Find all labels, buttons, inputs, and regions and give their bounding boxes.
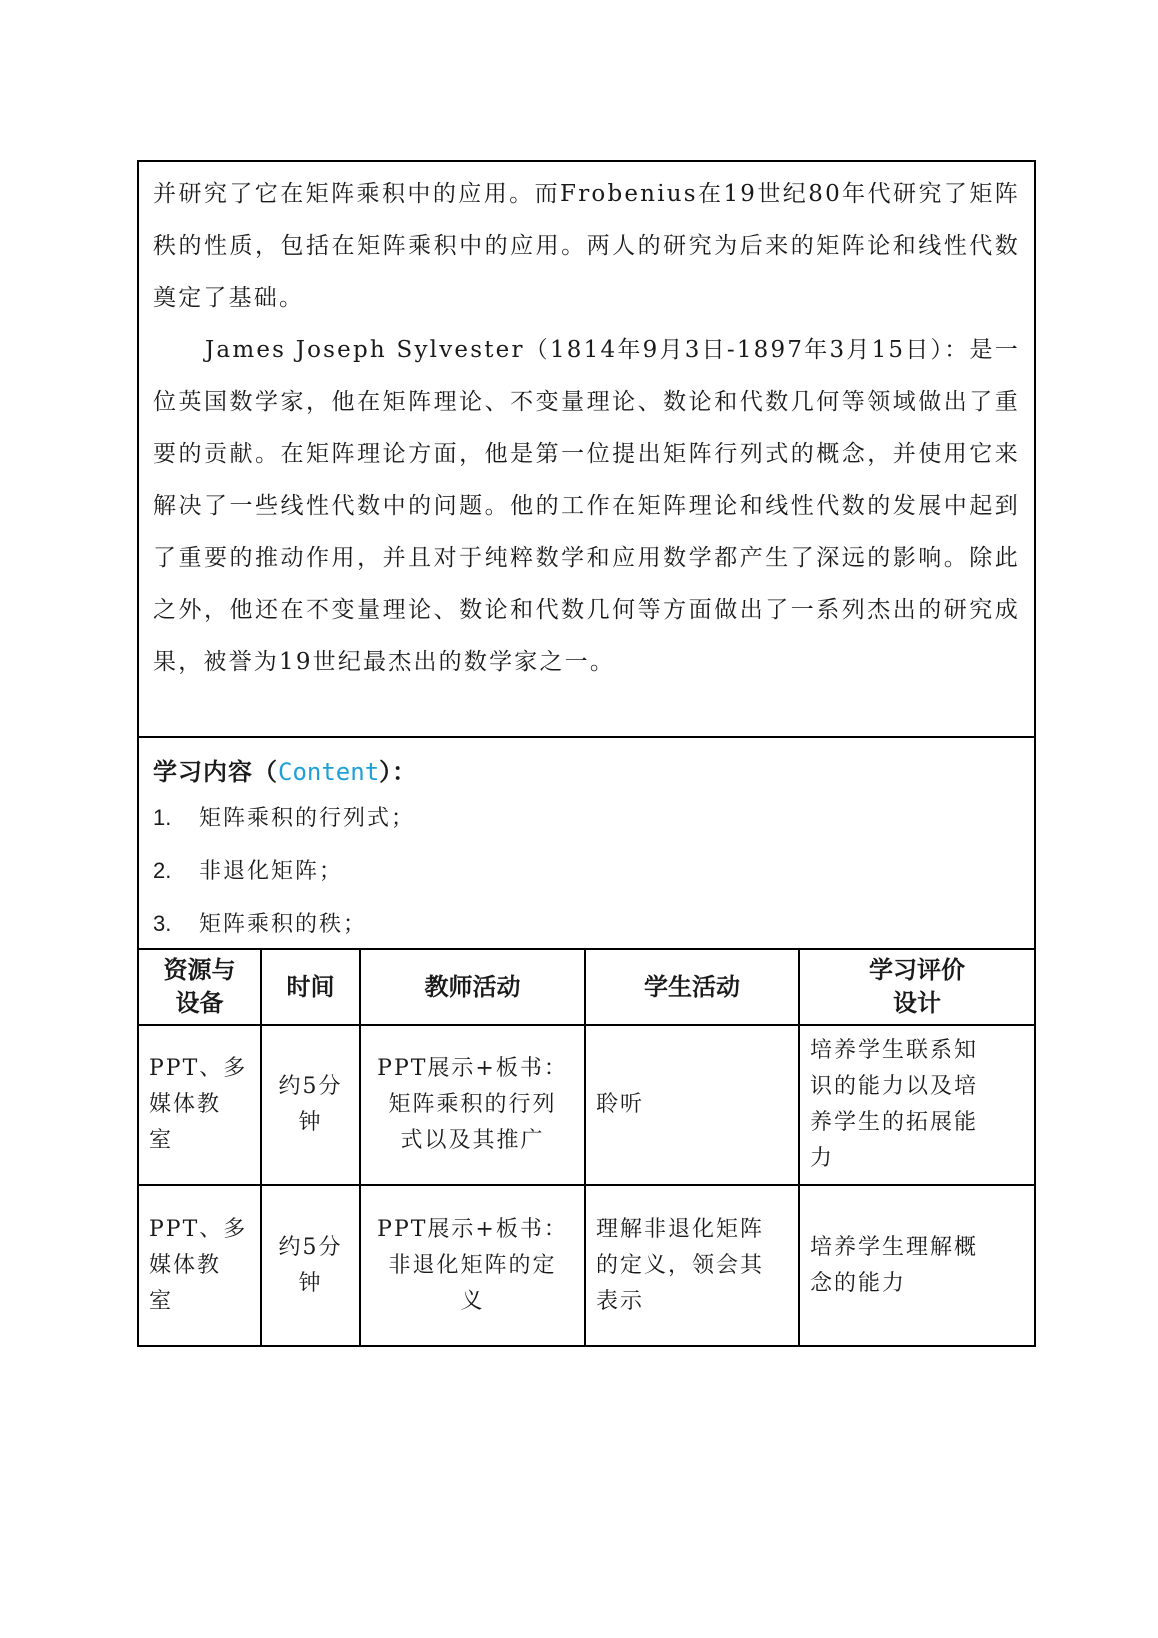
cell-line: PPT、多 — [149, 1056, 248, 1081]
cell-line: 约5分 — [278, 1234, 343, 1260]
cell-student-activity — [585, 1025, 799, 1185]
header-resources-line1: 资源与 — [163, 956, 236, 984]
cell-line: 媒体教 — [149, 1252, 222, 1278]
header-evaluation-line2: 设计 — [893, 989, 941, 1017]
cell-evaluation — [799, 1185, 1034, 1345]
table-row — [139, 1025, 1034, 1185]
cell-resources — [139, 1025, 261, 1185]
cell-line: 表示 — [596, 1288, 645, 1314]
content-item — [153, 792, 1020, 845]
cell-resources — [139, 1185, 261, 1345]
cell-line: 念的能力 — [810, 1270, 907, 1296]
cell-teacher-activity — [360, 1185, 585, 1345]
cell-line: 非退化矩阵的定 — [388, 1252, 557, 1278]
heading-chinese: 学习内容 — [153, 758, 253, 786]
content-item-number: 2. — [153, 858, 172, 883]
cell-line: 式以及其推广 — [400, 1128, 545, 1153]
cell-line: 约5分 — [278, 1074, 343, 1099]
table-header-row — [139, 949, 1034, 1025]
cell-evaluation — [799, 1025, 1034, 1185]
header-evaluation-line1: 学习评价 — [869, 956, 965, 984]
lesson-plan-frame — [137, 160, 1036, 1347]
header-evaluation — [799, 949, 1034, 1025]
cell-line: 理解非退化矩阵 — [596, 1216, 765, 1242]
header-resources — [139, 949, 261, 1025]
cell-line: 矩阵乘积的行列 — [388, 1092, 557, 1117]
cell-line: 培养学生联系知 — [810, 1038, 979, 1063]
cell-line: 媒体教 — [149, 1092, 222, 1117]
teaching-plan-table — [139, 948, 1034, 1345]
cell-line: PPT展示+板书： — [377, 1216, 568, 1242]
content-item — [153, 845, 1020, 898]
heading-open-paren: （ — [253, 758, 278, 786]
cell-line: 培养学生理解概 — [810, 1234, 979, 1260]
cell-line: 的定义，领会其 — [596, 1252, 765, 1278]
history-paragraph-frobenius: 并研究了它在矩阵乘积中的应用。而Frobenius在19世纪80年代研究了矩阵秩的性质，包括在矩阵乘积中的应用。两人的研究为后来的矩阵论和线性代数奠定了基础。 — [153, 181, 1020, 311]
cell-teacher-activity — [360, 1025, 585, 1185]
content-item-number: 1. — [153, 805, 172, 830]
cell-line: 力 — [810, 1146, 835, 1171]
cell-student-activity — [585, 1185, 799, 1345]
content-item — [153, 898, 1020, 951]
cell-time — [261, 1025, 360, 1185]
header-student-activity: 学生活动 — [585, 949, 799, 1025]
cell-line: 钟 — [298, 1110, 323, 1135]
history-section — [139, 162, 1034, 738]
cell-line: PPT、多 — [149, 1216, 248, 1242]
header-teacher-activity: 教师活动 — [360, 949, 585, 1025]
table-row — [139, 1185, 1034, 1345]
cell-line: 养学生的拓展能 — [810, 1110, 979, 1135]
cell-line: PPT展示+板书： — [377, 1056, 568, 1081]
content-item-text: 非退化矩阵； — [199, 859, 344, 884]
cell-line: 室 — [149, 1128, 174, 1153]
content-item-number: 3. — [153, 911, 172, 936]
learning-content-heading — [153, 752, 1020, 792]
history-paragraph-sylvester: James Joseph Sylvester（1814年9月3日-1897年3月15日）：是一位英国数学家，他在矩阵理论、不变量理论、数论和代数几何等领域做出了重要的贡献。在矩阵理论方面，他是第一位提出矩阵行列式的概念，并使用它来解决了一些线性代数中的问题。他的工作在矩阵理论和线性代数的发展中起到了重要的推动作用，并且对于纯粹数学和应用数学都产生了深远的影响。除此之外，他还在不变量理论、数论和代数几何等方面做出了一系列杰出的研究成果，被誉为19世纪最杰出的数学家之一。 — [153, 337, 1020, 675]
heading-english: Content — [278, 758, 380, 786]
cell-line: 义 — [460, 1288, 485, 1314]
learning-content-section — [139, 738, 1034, 948]
content-item-text: 矩阵乘积的行列式； — [199, 806, 416, 831]
heading-close-paren: ）： — [379, 758, 418, 786]
cell-line: 聆听 — [596, 1092, 645, 1117]
header-resources-line2: 设备 — [175, 989, 224, 1017]
cell-time — [261, 1185, 360, 1345]
cell-line: 识的能力以及培 — [810, 1074, 979, 1099]
content-item-text: 矩阵乘积的秩； — [199, 912, 368, 937]
cell-line: 室 — [149, 1288, 174, 1314]
header-time: 时间 — [261, 949, 360, 1025]
cell-line: 钟 — [298, 1270, 323, 1296]
